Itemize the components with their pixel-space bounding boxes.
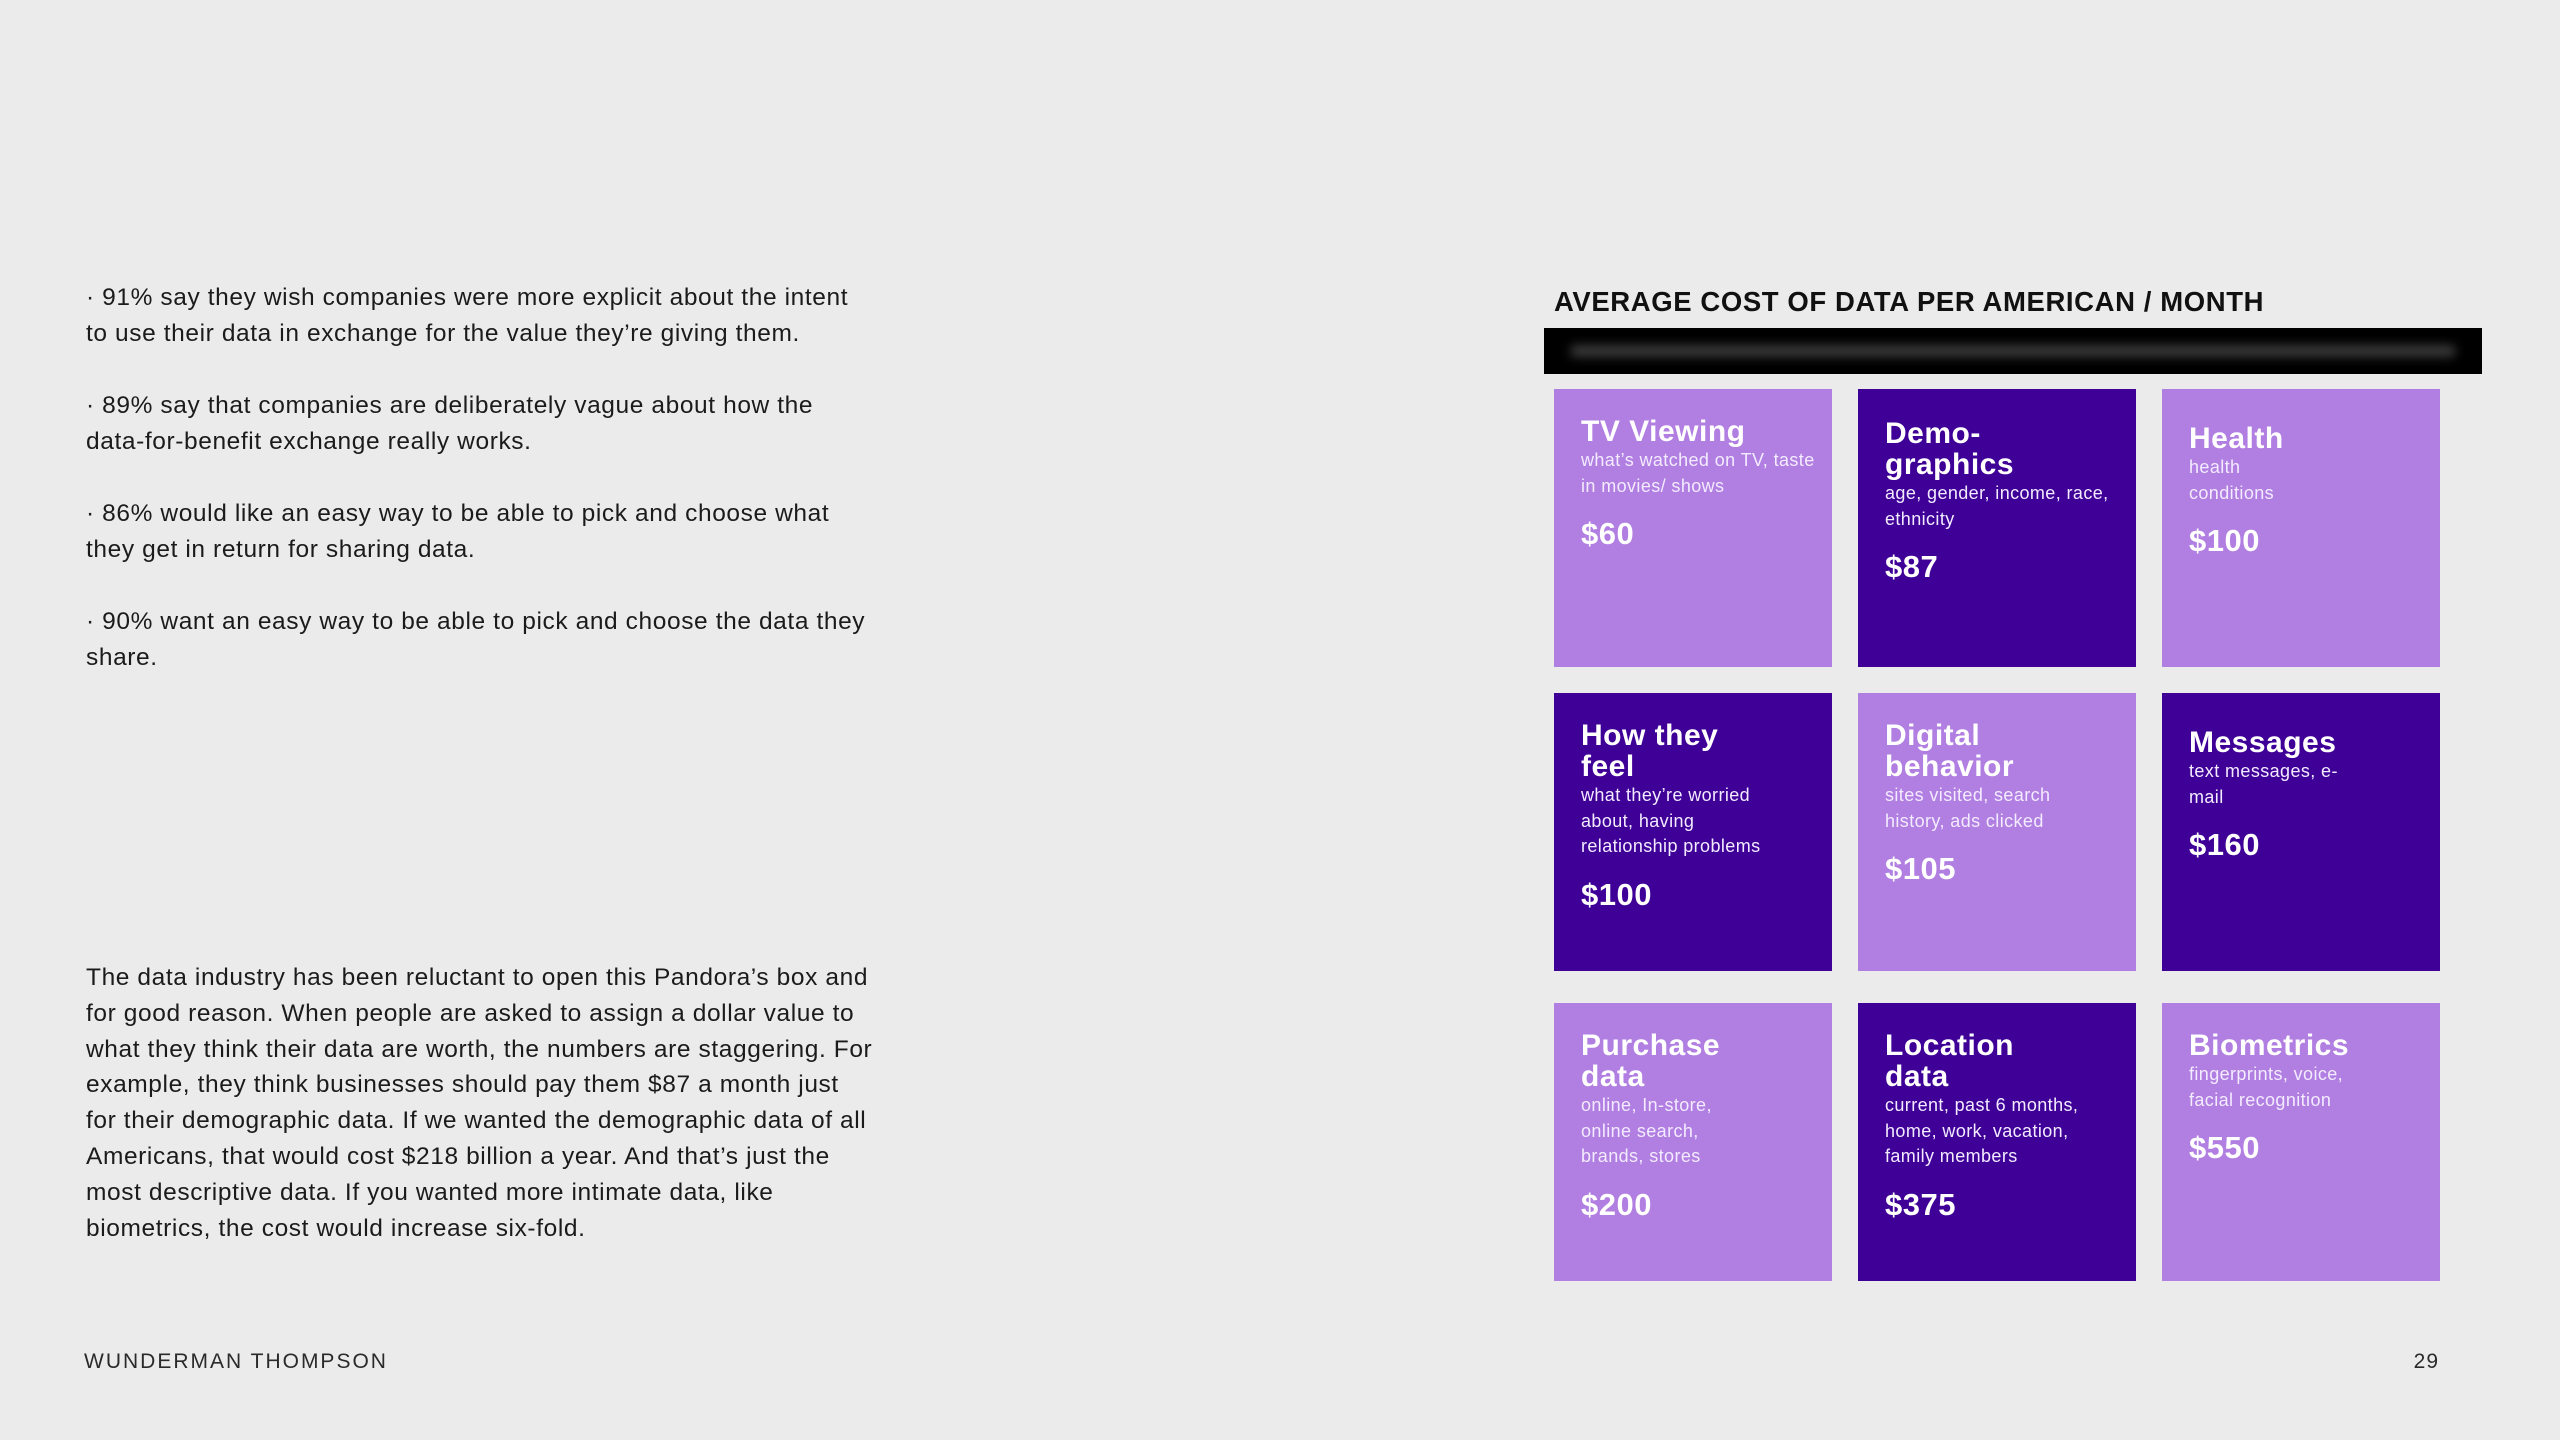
- data-cost-tile-purchase-data: [1554, 1003, 1832, 1281]
- tile-title: Messages: [2189, 726, 2337, 759]
- tile-title: Location data: [1885, 1029, 2014, 1093]
- chart-title: AVERAGE COST OF DATA PER AMERICAN / MONTH: [1554, 286, 2265, 317]
- tile-title: How they feel: [1581, 719, 1719, 783]
- data-cost-tile-messages: [2162, 693, 2440, 971]
- stat-bullet: · 91% say they wish companies were more explicit about the intent to use their data in exchange for the value they’re giving them.: [86, 284, 849, 347]
- tile-price: $60: [1581, 516, 1635, 551]
- data-cost-tile-how-they-feel: [1554, 693, 1832, 971]
- tile-description: current, past 6 months, home, work, vacation, family members: [1885, 1095, 2079, 1166]
- tile-price: $200: [1581, 1186, 1652, 1222]
- tile-title: Purchase data: [1581, 1029, 1721, 1093]
- tile-price: $550: [2189, 1130, 2260, 1165]
- tile-price: $100: [2189, 523, 2260, 558]
- tile-title: Digital behavior: [1885, 719, 2015, 783]
- data-cost-tile-tv-viewing: [1554, 389, 1832, 667]
- tile-description: age, gender, income, race, ethnicity: [1885, 483, 2109, 529]
- tile-price: $105: [1885, 851, 1956, 886]
- tile-description: text messages, e-mail: [2189, 761, 2338, 807]
- stat-bullet: · 90% want an easy way to be able to pick and choose the data they share.: [86, 608, 866, 671]
- tile-title: Health: [2189, 422, 2284, 455]
- tile-description: health conditions: [2189, 457, 2275, 503]
- stats-bullet-list: [86, 280, 866, 712]
- data-cost-tile-location-data: [1858, 1003, 2136, 1281]
- page-number: 29: [2413, 1350, 2439, 1373]
- tile-description: what’s watched on TV, taste in movies/ shows: [1581, 450, 1815, 496]
- tile-description: online, In-store, online search, brands, stores: [1581, 1095, 1712, 1166]
- stat-bullet: · 89% say that companies are deliberately vague about how the data-for-benefit exchange really works.: [86, 392, 814, 455]
- stat-bullet: · 86% would like an easy way to be able to pick and choose what they get in return for sharing data.: [86, 500, 830, 563]
- data-cost-tile-health: [2162, 389, 2440, 667]
- tile-title: TV Viewing: [1581, 415, 1746, 448]
- tile-price: $375: [1885, 1186, 1956, 1222]
- data-cost-tile-biometrics: [2162, 1003, 2440, 1281]
- tile-price: $87: [1885, 549, 1939, 584]
- tile-price: $100: [1581, 876, 1652, 912]
- tile-price: $160: [2189, 827, 2260, 862]
- tile-description: fingerprints, voice, facial recognition: [2189, 1064, 2344, 1110]
- tile-description: what they’re worried about, having relationship problems: [1581, 785, 1761, 856]
- tile-title: Demo-graphics: [1885, 417, 2015, 481]
- blurred-content: [1570, 345, 2456, 357]
- tile-title: Biometrics: [2189, 1029, 2350, 1062]
- body-paragraph: The data industry has been reluctant to open this Pandora’s box and for good reason. When people are asked to assign a dollar value to what they think their data are worth, the numbers are staggering. For example, they think businesses should pay them $87 a month just for their demographic data. If we wanted the demographic data of all Americans, that would cost $218 billion a year. And that’s just the most descriptive data. If you wanted more intimate data, like biometrics, the cost would increase six-fold.: [86, 964, 873, 1242]
- redaction-bar: [1544, 328, 2482, 374]
- data-cost-tile-demographics: [1858, 389, 2136, 667]
- data-cost-tile-digital-behavior: [1858, 693, 2136, 971]
- tile-description: sites visited, search history, ads clicked: [1885, 785, 2051, 831]
- footer-brand: WUNDERMAN THOMPSON: [84, 1350, 388, 1373]
